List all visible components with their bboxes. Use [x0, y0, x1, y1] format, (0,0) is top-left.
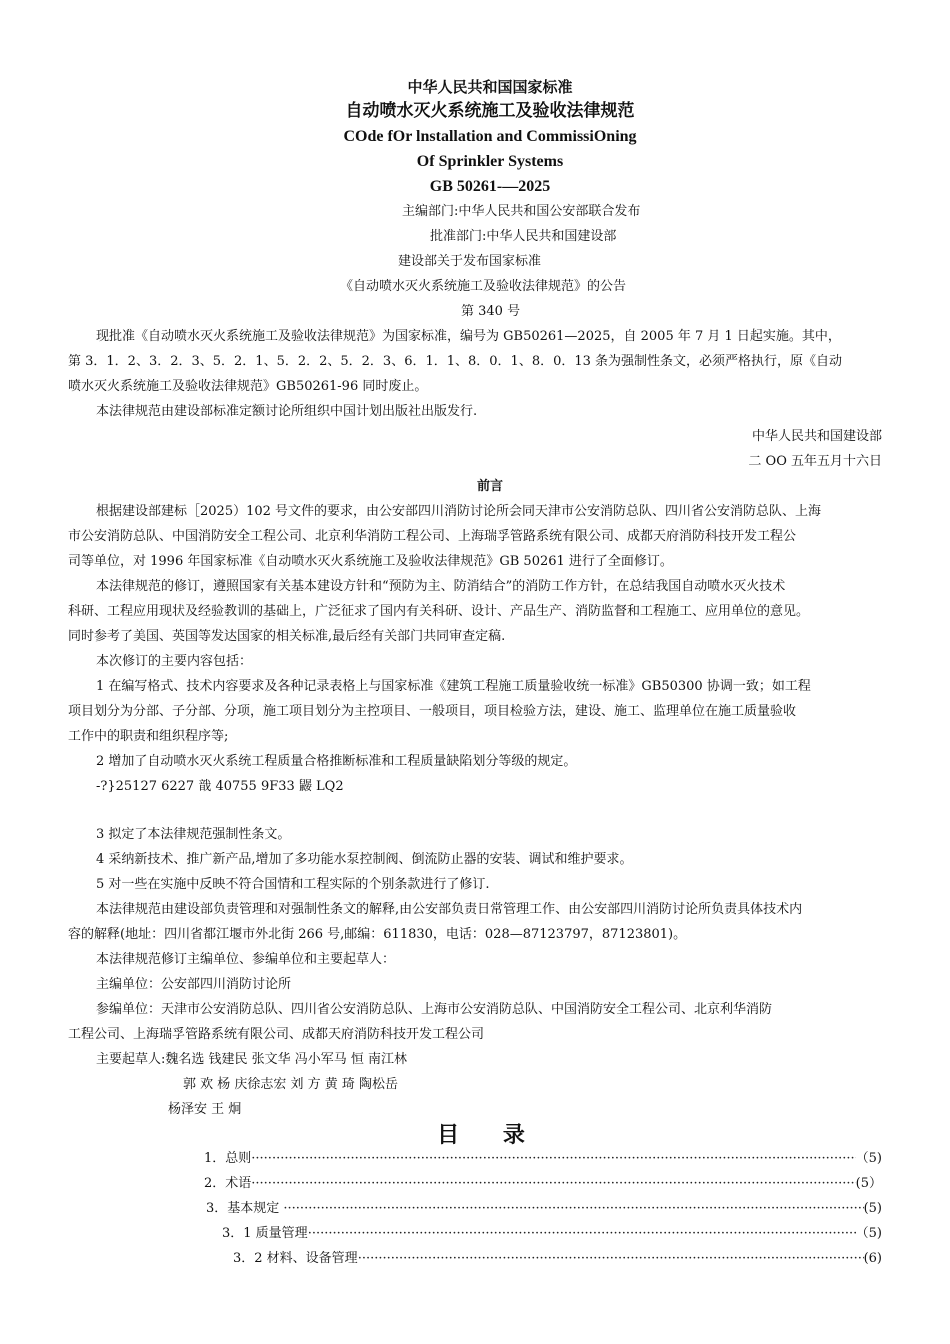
toc-leader-dots	[251, 1174, 855, 1194]
drafters-line: 杨泽安 王 炯	[168, 1102, 242, 1117]
toc-entry-label: 1．总则	[204, 1151, 252, 1166]
preface-line: 容的解释(地址：四川省都江堰市外北街 266 号,邮编：611830，电话：028—87123797，87123801)。	[68, 927, 687, 942]
preface-line: 3 拟定了本法律规范强制性条文。	[96, 827, 291, 842]
preface-line: 1 在编写格式、技术内容要求及各种记录表格上与国家标准《建筑工程施工质量验收统一标准》GB50300 协调一致；如工程	[96, 679, 811, 694]
preface-line: 参编单位：天津市公安消防总队、四川省公安消防总队、上海市公安消防总队、中国消防安全工程公司、北京利华消防	[96, 1002, 773, 1017]
toc-title: 目 录	[437, 1122, 543, 1148]
notice-paragraph-line: 喷水灭火系统施工及验收法律规范》GB50261-96 同时废止。	[68, 379, 428, 394]
notice-signer: 中华人民共和国建设部	[751, 429, 882, 444]
notice-heading-1: 建设部关于发布国家标准	[398, 254, 542, 269]
toc-entry-page: （5)	[855, 1226, 882, 1241]
toc-entry[interactable]	[204, 1149, 882, 1169]
document-title-cn: 自动喷水灭火系统施工及验收法律规范	[345, 101, 635, 121]
preface-line: 工程公司、上海瑞孚管路系统有限公司、成都天府消防科技开发工程公司	[68, 1027, 485, 1042]
document-title-en-1: COde fOr lnstallation and CommissiOning	[343, 128, 637, 145]
drafters-line: 郭 欢 杨 庆徐志宏 刘 方 黄 琦 陶松岳	[183, 1077, 399, 1092]
document-title-en-2: Of Sprinkler Systems	[416, 153, 564, 170]
standard-category: 中华人民共和国国家标准	[407, 78, 573, 96]
notice-heading-2: 《自动喷水灭火系统施工及验收法律规范》的公告	[340, 279, 627, 294]
approving-department: 批准部门:中华人民共和国建设部	[430, 229, 617, 244]
drafters-line: 主要起草人:魏名选 钱建民 张文华 冯小军马 恒 南江林	[96, 1052, 408, 1067]
toc-leader-dots	[358, 1249, 864, 1269]
preface-line: 本法律规范修订主编单位、参编单位和主要起草人：	[96, 952, 396, 967]
toc-entry-page: (6)	[863, 1251, 882, 1266]
toc-entry[interactable]	[222, 1224, 882, 1244]
preface-title: 前言	[476, 479, 503, 494]
preface-line: 2 增加了自动喷水灭火系统工程质量合格推断标准和工程质量缺陷划分等级的规定。	[96, 754, 577, 769]
preface-line: -?}25127 6227 戠 40755 9F33 鼹 LQ2	[96, 779, 344, 794]
toc-leader-dots	[283, 1199, 863, 1219]
toc-entry-page: (5）	[855, 1176, 882, 1191]
preface-line: 主编单位：公安部四川消防讨论所	[96, 977, 292, 992]
preface-line: 同时参考了美国、英国等发达国家的相关标准,最后经有关部门共同审查定稿.	[68, 629, 506, 644]
toc-entry-label: 3．2 材料、设备管理	[233, 1251, 358, 1266]
toc-entry-label: 3．基本规定	[206, 1201, 284, 1216]
preface-line: 司等单位，对 1996 年国家标准《自动喷水灭火系统施工及验收法律规范》GB 50261 进行了全面修订。	[68, 554, 673, 569]
toc-entry[interactable]	[204, 1174, 882, 1194]
preface-line: 工作中的职责和组织程序等;	[68, 729, 229, 744]
toc-entry[interactable]	[233, 1249, 882, 1269]
publisher-statement: 本法律规范由建设部标准定额讨论所组织中国计划出版社出版发行.	[96, 404, 478, 419]
toc-entry-page: (5)	[863, 1201, 882, 1216]
toc-leader-dots	[308, 1224, 856, 1244]
toc-entry-label: 2．术语	[204, 1176, 252, 1191]
notice-number: 第 340 号	[461, 304, 521, 319]
notice-paragraph-line: 第 3．1．2、3．2．3、5．2．1、5．2．2、5．2．3、6．1．1、8．0．1、8．0．13 条为强制性条文，必须严格执行，原《自动	[68, 354, 843, 369]
preface-line: 本法律规范的修订，遵照国家有关基本建设方针和“预防为主、防消结合”的消防工作方针，在总结我国自动喷水灭火技术	[96, 579, 786, 594]
preface-line: 市公安消防总队、中国消防安全工程公司、北京利华消防工程公司、上海瑞孚管路系统有限公司、成都天府消防科技开发工程公	[68, 529, 797, 544]
toc-entry-page: （5)	[855, 1151, 882, 1166]
preface-line: 本法律规范由建设部负责管理和对强制性条文的解释,由公安部负责日常管理工作、由公安部四川消防讨论所负责具体技术内	[96, 902, 803, 917]
notice-date: 二 OO 五年五月十六日	[748, 454, 882, 469]
preface-line: 本次修订的主要内容包括：	[96, 654, 253, 669]
preface-line: 根据建设部建标［2025）102 号文件的要求，由公安部四川消防讨论所会同天津市公安消防总队、四川省公安消防总队、上海	[96, 504, 822, 519]
preface-line: 项目划分为分部、子分部、分项，施工项目划分为主控项目、一般项目，项目检验方法，建设、施工、监理单位在施工质量验收	[68, 704, 797, 719]
preface-line: 科研、工程应用现状及经验教训的基础上，广泛征求了国内有关科研、设计、产品生产、消防监督和工程施工、应用单位的意见。	[68, 604, 810, 619]
preface-line: 4 采纳新技术、推广新产品,增加了多功能水泵控制阀、倒流防止器的安装、调试和维护要求。	[96, 852, 633, 867]
standard-number: GB 50261-—2025	[429, 178, 551, 195]
toc-entry-label: 3．1 质量管理	[222, 1226, 308, 1241]
preface-line: 5 对一些在实施中反映不符合国情和工程实际的个别条款进行了修订.	[96, 877, 490, 892]
editing-department: 主编部门:中华人民共和国公安部联合发布	[402, 204, 641, 219]
toc-entry[interactable]	[206, 1199, 882, 1219]
notice-paragraph-line: 现批准《自动喷水灭火系统施工及验收法律规范》为国家标准，编号为 GB50261—2025，自 2005 年 7 月 1 日起实施。其中，	[96, 329, 841, 344]
toc-leader-dots	[251, 1149, 855, 1169]
